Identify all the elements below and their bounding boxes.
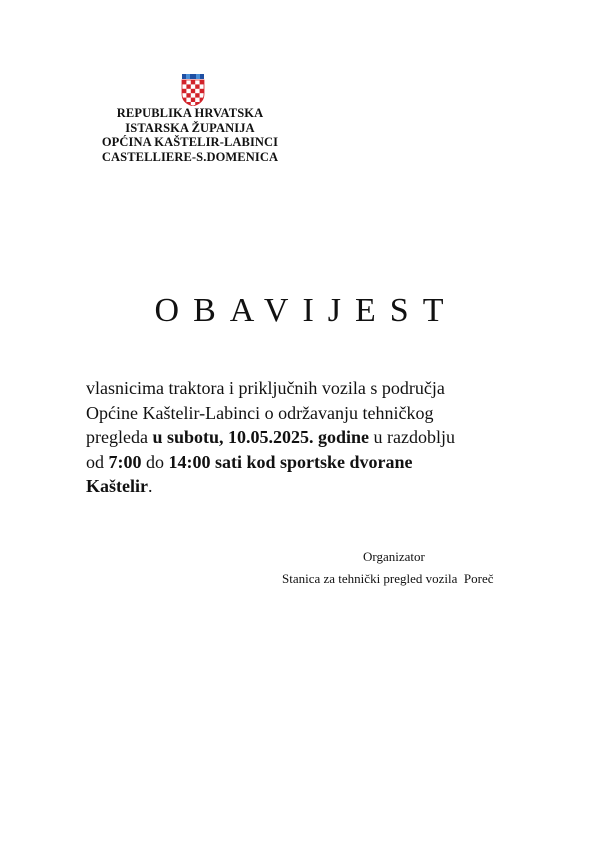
- notice-body: [86, 376, 526, 499]
- place-emphasis: Kaštelir: [86, 476, 148, 496]
- body-line-2: Općine Kaštelir-Labinci o održavanju tehničkog: [86, 402, 434, 423]
- letterhead: [60, 106, 320, 164]
- header-municipality-italian: CASTELLIERE-S.DOMENICA: [101, 149, 279, 164]
- header-municipality: OPĆINA KAŠTELIR-LABINCI: [101, 135, 279, 149]
- document-title: OBAVIJEST: [154, 292, 458, 329]
- header-country: REPUBLIKA HRVATSKA: [116, 106, 264, 120]
- date-emphasis: u subotu, 10.05.2025. godine: [152, 427, 370, 447]
- end-time-location: 14:00 sati kod sportske dvorane: [168, 451, 413, 472]
- signature-organization: Stanica za tehnički pregled vozila Poreč: [282, 571, 494, 586]
- start-time: 7:00: [108, 451, 142, 472]
- croatian-coat-of-arms-icon: [180, 74, 206, 106]
- header-county: ISTARSKA ŽUPANIJA: [125, 120, 255, 135]
- body-line-4: od 7:00 do 14:00 sati kod sportske dvorane: [86, 451, 413, 472]
- body-line-1: vlasnicima traktora i priključnih vozila s područja: [86, 378, 445, 398]
- body-line-5: Kaštelir.: [86, 476, 153, 496]
- body-line-3: pregleda u subotu, 10.05.2025. godine u razdoblju: [86, 427, 456, 447]
- signature-role: Organizator: [363, 549, 425, 564]
